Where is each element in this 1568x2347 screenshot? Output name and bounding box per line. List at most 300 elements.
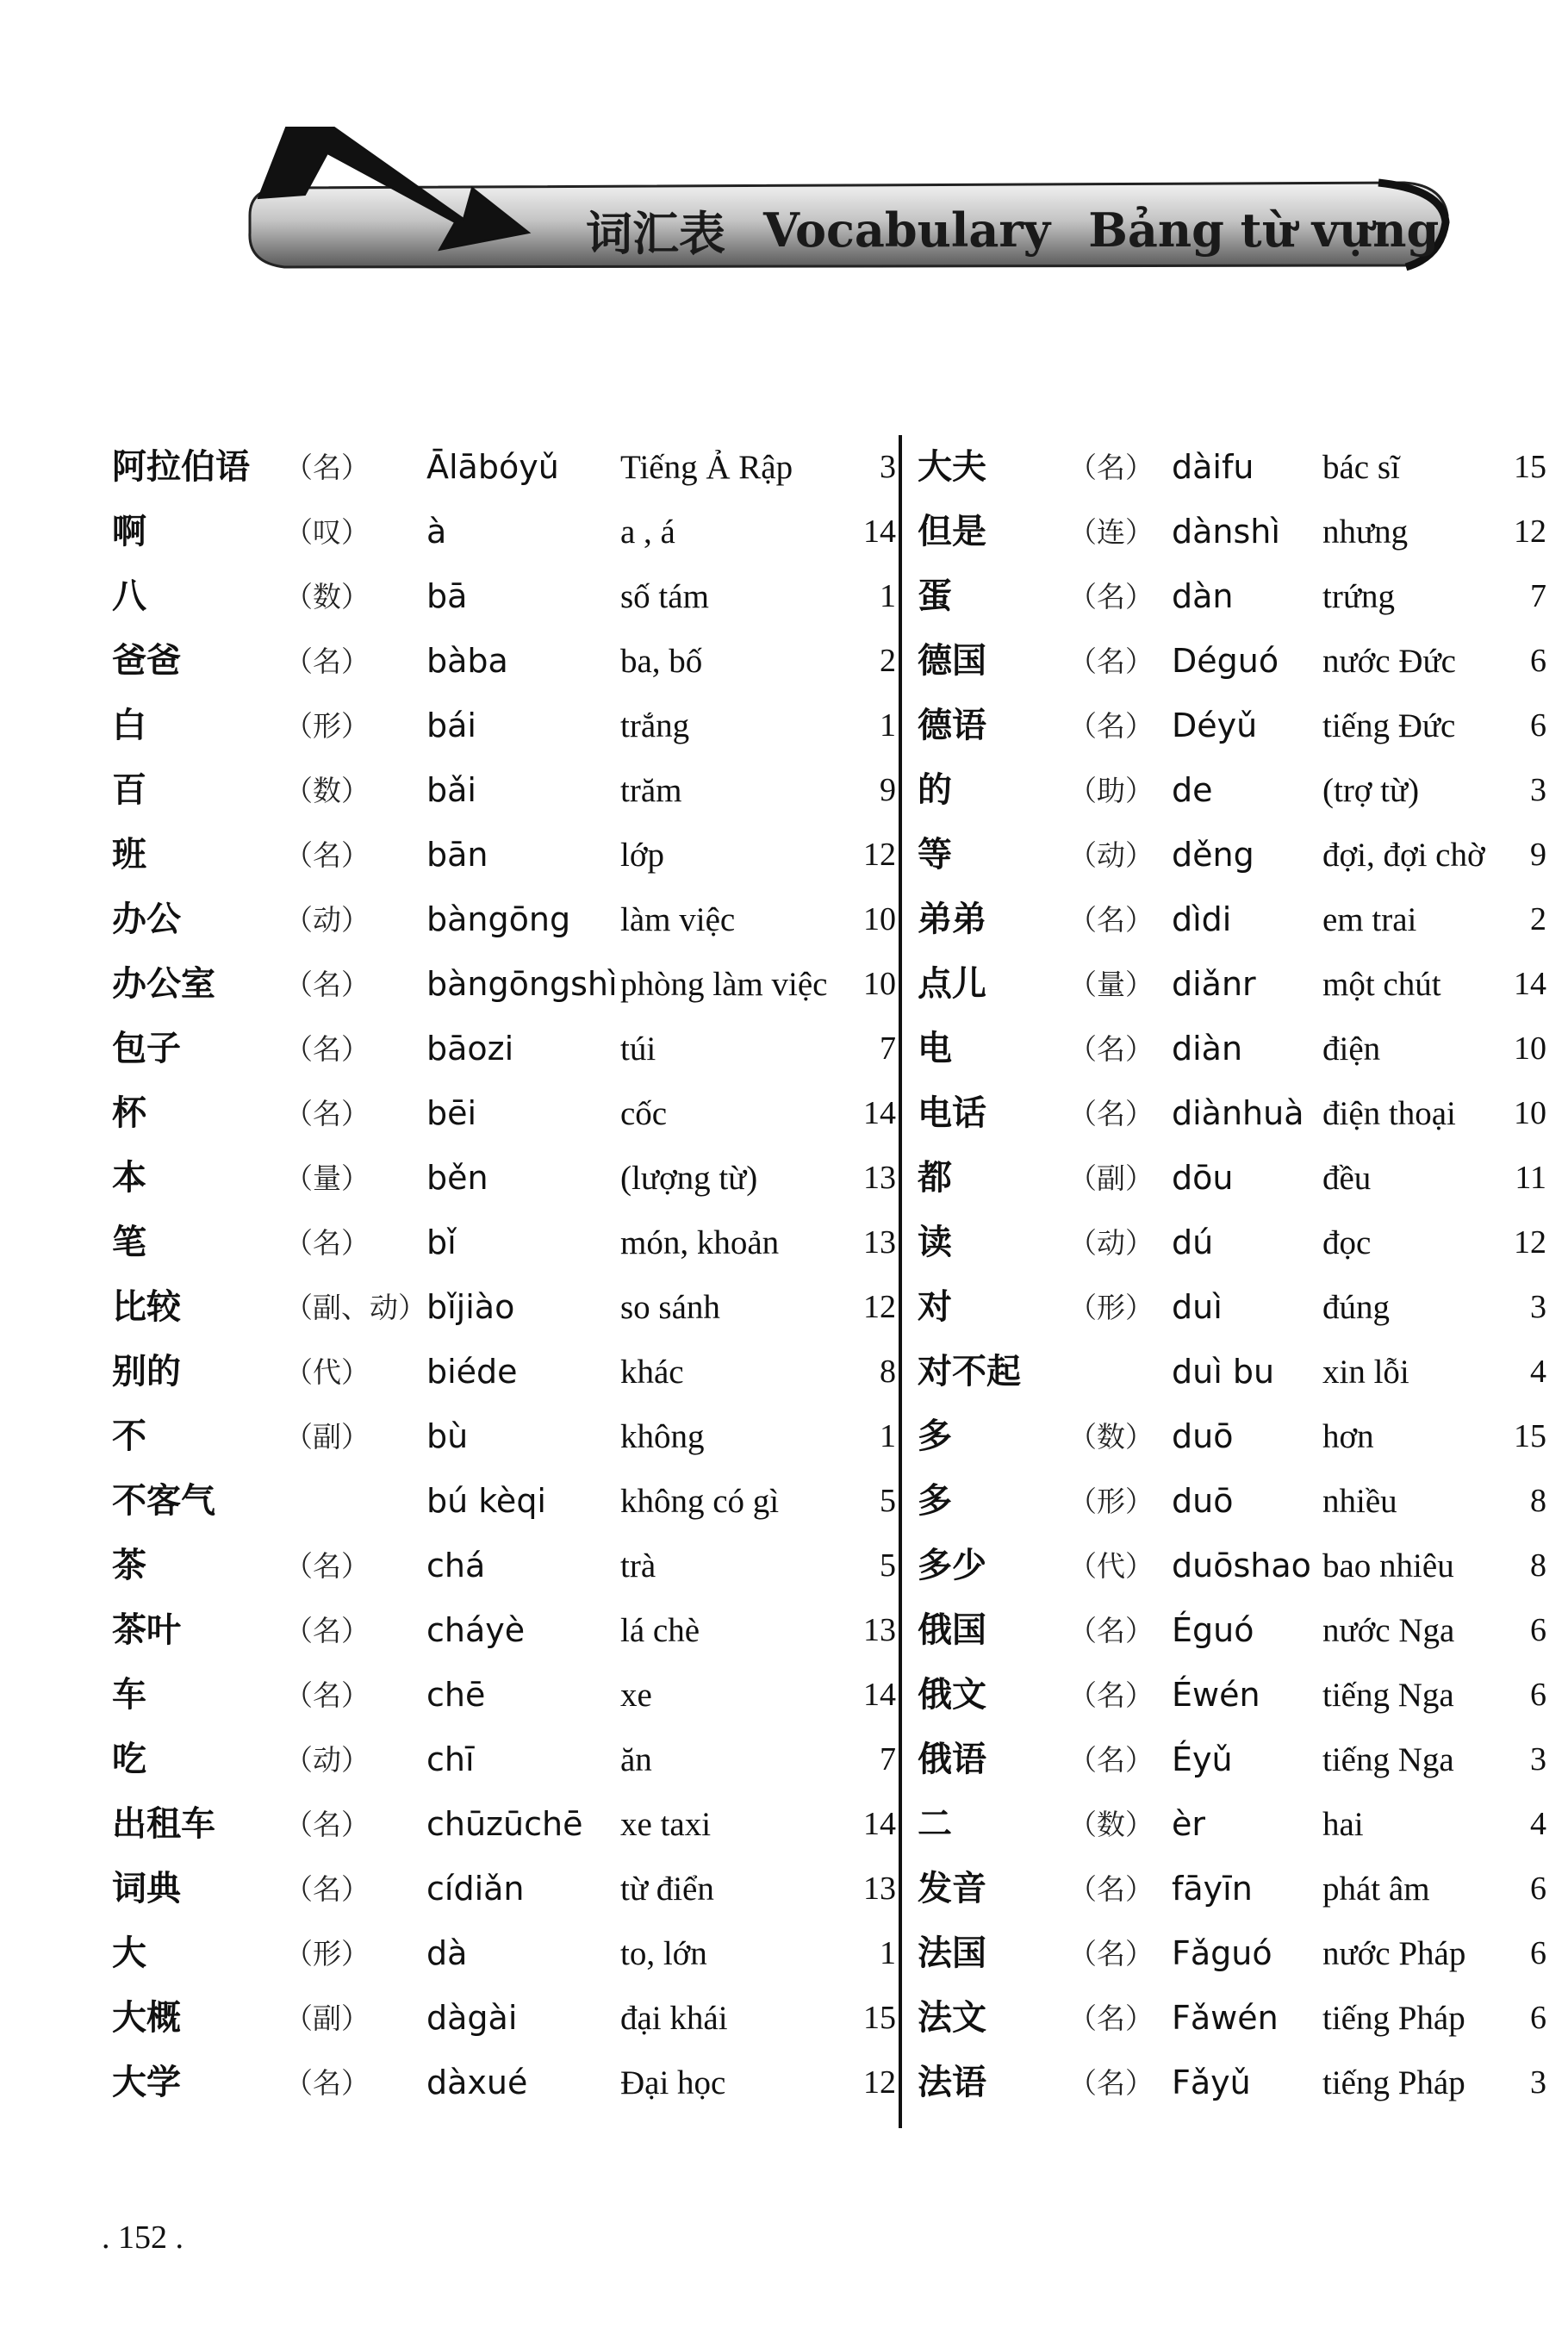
entry-meaning: một chút (1322, 966, 1441, 1003)
vocab-entry (112, 564, 896, 629)
entry-lesson: 5 (880, 1547, 896, 1584)
entry-pinyin: bǐjiào (426, 1288, 515, 1326)
vocab-entry (918, 1728, 1546, 1792)
vocab-entry (112, 758, 896, 823)
entry-pinyin: duō (1172, 1417, 1234, 1455)
entry-meaning: (trợ từ) (1322, 772, 1420, 809)
vocab-entry (918, 1211, 1546, 1275)
vocab-entry (112, 1146, 896, 1211)
entry-hanzi: 比较 (112, 1287, 181, 1327)
entry-lesson: 14 (863, 1677, 896, 1713)
entry-lesson: 7 (880, 1030, 896, 1067)
entry-meaning: nước Pháp (1322, 1935, 1466, 1972)
entry-hanzi: 吃 (112, 1740, 146, 1779)
entry-part-of-speech: （名） (1068, 1937, 1154, 1970)
entry-meaning: điện thoại (1322, 1095, 1456, 1132)
entry-hanzi: 杯 (112, 1093, 146, 1133)
entry-meaning: tiếng Pháp (1322, 2000, 1465, 2037)
vocab-entry (112, 1792, 896, 1857)
entry-meaning: (lượng từ) (620, 1160, 758, 1197)
entry-part-of-speech: （名） (1068, 1743, 1154, 1777)
entry-lesson: 3 (1530, 2064, 1546, 2101)
vocab-entry (918, 564, 1546, 629)
vocab-entry (112, 1404, 896, 1469)
entry-hanzi: 等 (918, 835, 952, 875)
entry-lesson: 12 (1514, 1224, 1546, 1261)
vocab-entry (918, 1081, 1546, 1146)
entry-lesson: 14 (863, 1806, 896, 1842)
entry-pinyin: bàba (426, 642, 508, 680)
entry-pinyin: fāyīn (1172, 1870, 1253, 1908)
vocab-entry (918, 823, 1546, 887)
entry-lesson: 6 (1530, 707, 1546, 744)
entry-hanzi: 白 (112, 706, 146, 745)
entry-pinyin: Éwén (1172, 1676, 1260, 1714)
entry-lesson: 6 (1530, 2000, 1546, 2036)
entry-hanzi: 爸爸 (112, 641, 181, 681)
vocab-entry (918, 1404, 1546, 1469)
entry-lesson: 14 (863, 514, 896, 550)
entry-pinyin: chūzūchē (426, 1805, 583, 1843)
entry-pinyin: duō (1172, 1482, 1234, 1520)
entry-meaning: tiếng Pháp (1322, 2064, 1465, 2101)
entry-meaning: đại khái (620, 2000, 728, 2037)
entry-meaning: điện (1322, 1030, 1381, 1068)
entry-meaning: món, khoản (620, 1224, 780, 1261)
vocab-entry (112, 952, 896, 1017)
vocab-entry (918, 952, 1546, 1017)
entry-hanzi: 蛋 (918, 576, 952, 616)
entry-lesson: 12 (863, 1289, 896, 1325)
entry-meaning: cốc (620, 1095, 668, 1132)
entry-part-of-speech: （连） (1068, 515, 1154, 549)
entry-hanzi: 本 (112, 1158, 146, 1198)
vocab-entry (112, 1598, 896, 1663)
entry-part-of-speech: （名） (284, 1614, 370, 1647)
vocab-entry (112, 1986, 896, 2051)
entry-pinyin: cháyè (426, 1611, 526, 1649)
entry-meaning: lớp (620, 837, 664, 874)
entry-hanzi: 法语 (918, 2063, 986, 2102)
vocab-entry (112, 1275, 896, 1340)
entry-lesson: 7 (1530, 578, 1546, 614)
entry-lesson: 3 (1530, 1741, 1546, 1777)
entry-pinyin: dú (1172, 1223, 1214, 1261)
entry-lesson: 13 (863, 1224, 896, 1261)
entry-pinyin: dàxué (426, 2064, 528, 2101)
entry-lesson: 14 (863, 1095, 896, 1131)
entry-part-of-speech: （名） (1068, 580, 1154, 613)
entry-hanzi: 二 (918, 1804, 952, 1844)
entry-lesson: 2 (880, 643, 896, 679)
entry-lesson: 9 (1530, 837, 1546, 873)
entry-hanzi: 班 (112, 835, 146, 875)
entry-pinyin: bāozi (426, 1030, 514, 1068)
entry-pinyin: Éguó (1172, 1611, 1254, 1649)
entry-hanzi: 德国 (918, 641, 986, 681)
entry-lesson: 12 (1514, 514, 1546, 550)
entry-part-of-speech: （名） (284, 838, 370, 872)
entry-pinyin: duì (1172, 1288, 1223, 1326)
entry-hanzi: 大学 (112, 2063, 181, 2102)
entry-part-of-speech: （副） (284, 1420, 370, 1454)
entry-part-of-speech: （名） (284, 451, 370, 484)
entry-lesson: 14 (1514, 966, 1546, 1002)
entry-pinyin: dàifu (1172, 448, 1254, 486)
entry-part-of-speech: （名） (1068, 644, 1154, 678)
entry-lesson: 6 (1530, 1871, 1546, 1907)
entry-part-of-speech: （副） (1068, 1161, 1154, 1195)
entry-pinyin: Fǎyǔ (1172, 2064, 1251, 2101)
page-number: . 152 . (102, 2219, 184, 2256)
vocab-entry (918, 435, 1546, 500)
entry-pinyin: Déyǔ (1172, 707, 1258, 744)
entry-meaning: đọc (1322, 1224, 1372, 1261)
entry-hanzi: 多少 (918, 1546, 986, 1585)
entry-pinyin: dàn (1172, 577, 1234, 615)
entry-meaning: trắng (620, 707, 690, 744)
entry-hanzi: 百 (112, 770, 146, 810)
vocab-entry (918, 1340, 1546, 1404)
entry-meaning: tiếng Nga (1322, 1677, 1454, 1714)
entry-meaning: hơn (1322, 1418, 1374, 1455)
entry-part-of-speech: （名） (284, 1549, 370, 1583)
entry-pinyin: bái (426, 707, 476, 744)
vocab-entry (918, 1857, 1546, 1921)
entry-pinyin: diànhuà (1172, 1094, 1304, 1132)
entry-hanzi: 但是 (918, 512, 986, 551)
vocab-entry (112, 500, 896, 564)
entry-pinyin: bàngōng (426, 900, 571, 938)
entry-meaning: đợi, đợi chờ (1322, 837, 1485, 874)
entry-pinyin: chē (426, 1676, 486, 1714)
entry-part-of-speech: （名） (1068, 1614, 1154, 1647)
entry-meaning: đều (1322, 1160, 1372, 1197)
entry-hanzi: 俄语 (918, 1740, 986, 1779)
entry-meaning: không có gì (620, 1483, 780, 1520)
vocab-entry (112, 694, 896, 758)
entry-part-of-speech: （数） (1068, 1420, 1154, 1454)
vocab-entry (918, 758, 1546, 823)
entry-pinyin: duì bu (1172, 1353, 1275, 1391)
entry-lesson: 15 (863, 2000, 896, 2036)
entry-meaning: nhưng (1322, 514, 1409, 551)
vocab-entry (918, 1986, 1546, 2051)
entry-pinyin: diǎnr (1172, 965, 1256, 1003)
vocab-entry (918, 887, 1546, 952)
entry-pinyin: diàn (1172, 1030, 1243, 1068)
vocab-entry (112, 1857, 896, 1921)
entry-hanzi: 办公室 (112, 964, 215, 1004)
entry-hanzi: 电话 (918, 1093, 986, 1133)
entry-lesson: 6 (1530, 1935, 1546, 1971)
vocab-entry (918, 2051, 1546, 2115)
entry-pinyin: dàgài (426, 1999, 518, 2037)
entry-hanzi: 俄国 (918, 1610, 986, 1650)
entry-hanzi: 点儿 (918, 964, 986, 1004)
entry-meaning: trăm (620, 772, 682, 809)
entry-lesson: 10 (1514, 1030, 1546, 1067)
entry-hanzi: 办公 (112, 900, 181, 939)
entry-part-of-speech: （形） (1068, 1485, 1154, 1518)
entry-meaning: túi (620, 1030, 656, 1068)
entry-pinyin: dìdi (1172, 900, 1232, 938)
vocab-entry (112, 1534, 896, 1598)
entry-lesson: 5 (880, 1483, 896, 1519)
entry-lesson: 15 (1514, 449, 1546, 485)
entry-part-of-speech: （数） (284, 580, 370, 613)
entry-hanzi: 不 (112, 1416, 146, 1456)
entry-part-of-speech: （数） (284, 774, 370, 807)
entry-meaning: xe (620, 1677, 652, 1714)
entry-part-of-speech: （名） (1068, 1678, 1154, 1712)
entry-part-of-speech: （名） (284, 1032, 370, 1066)
entry-pinyin: à (426, 513, 447, 551)
entry-meaning: xin lỗi (1322, 1354, 1409, 1391)
entry-part-of-speech: （形） (1068, 1291, 1154, 1324)
entry-lesson: 2 (1530, 901, 1546, 937)
entry-pinyin: de (1172, 771, 1213, 809)
vocabulary-list-right (918, 435, 1546, 2115)
entry-lesson: 4 (1530, 1354, 1546, 1390)
entry-meaning: phát âm (1322, 1871, 1430, 1908)
entry-pinyin: bēi (426, 1094, 477, 1132)
entry-pinyin: bú kèqi (426, 1482, 546, 1520)
entry-meaning: bao nhiêu (1322, 1547, 1454, 1584)
vocab-entry (112, 435, 896, 500)
entry-lesson: 15 (1514, 1418, 1546, 1454)
entry-hanzi: 阿拉伯语 (112, 447, 250, 487)
entry-meaning: trứng (1322, 578, 1395, 615)
entry-part-of-speech: （名） (284, 644, 370, 678)
entry-hanzi: 电 (918, 1029, 952, 1068)
vocab-entry (918, 1146, 1546, 1211)
entry-meaning: nhiều (1322, 1483, 1397, 1520)
entry-lesson: 6 (1530, 1677, 1546, 1713)
entry-meaning: Đại học (620, 2064, 726, 2101)
entry-meaning: to, lớn (620, 1935, 707, 1972)
entry-part-of-speech: （名） (284, 1226, 370, 1260)
entry-meaning: tiếng Đức (1322, 707, 1456, 744)
entry-hanzi: 发音 (918, 1869, 986, 1908)
entry-lesson: 1 (880, 1935, 896, 1971)
entry-lesson: 4 (1530, 1806, 1546, 1842)
entry-meaning: phòng làm việc (620, 966, 828, 1003)
entry-hanzi: 出租车 (112, 1804, 215, 1844)
entry-part-of-speech: （量） (284, 1161, 370, 1195)
entry-lesson: 1 (880, 707, 896, 744)
entry-hanzi: 大夫 (918, 447, 986, 487)
entry-hanzi: 笔 (112, 1223, 146, 1262)
entry-lesson: 13 (863, 1612, 896, 1648)
entry-pinyin: chá (426, 1547, 486, 1584)
entry-part-of-speech: （叹） (284, 515, 370, 549)
entry-part-of-speech: （形） (284, 709, 370, 743)
entry-hanzi: 都 (918, 1158, 952, 1198)
entry-hanzi: 对 (918, 1287, 952, 1327)
title-vietnamese: Bảng từ vựng (1088, 202, 1440, 258)
entry-pinyin: dànshì (1172, 513, 1280, 551)
entry-part-of-speech: （代） (284, 1355, 370, 1389)
vocab-entry (112, 823, 896, 887)
entry-part-of-speech: （名） (1068, 451, 1154, 484)
entry-lesson: 12 (863, 837, 896, 873)
entry-hanzi: 词典 (112, 1869, 181, 1908)
entry-hanzi: 德语 (918, 706, 986, 745)
entry-lesson: 8 (1530, 1547, 1546, 1584)
entry-part-of-speech: （名） (284, 968, 370, 1001)
vocab-entry (112, 887, 896, 952)
vocab-entry (918, 500, 1546, 564)
vocab-entry (112, 629, 896, 694)
entry-lesson: 10 (1514, 1095, 1546, 1131)
entry-part-of-speech: （名） (1068, 709, 1154, 743)
entry-part-of-speech: （量） (1068, 968, 1154, 1001)
entry-pinyin: děng (1172, 836, 1254, 874)
entry-meaning: làm việc (620, 901, 736, 938)
vocab-entry (918, 1275, 1546, 1340)
entry-meaning: em trai (1322, 901, 1417, 938)
entry-part-of-speech: （名） (284, 1872, 370, 1906)
entry-part-of-speech: （名） (284, 1678, 370, 1712)
entry-pinyin: Fǎwén (1172, 1999, 1279, 2037)
entry-part-of-speech: （名） (284, 2066, 370, 2100)
entry-part-of-speech: （动） (284, 1743, 370, 1777)
entry-hanzi: 法国 (918, 1933, 986, 1973)
vocab-entry (112, 1469, 896, 1534)
entry-part-of-speech: （形） (284, 1937, 370, 1970)
entry-pinyin: bǐ (426, 1223, 457, 1261)
entry-meaning: đúng (1322, 1289, 1390, 1326)
entry-lesson: 8 (1530, 1483, 1546, 1519)
entry-meaning: từ điển (620, 1871, 714, 1908)
entry-meaning: không (620, 1418, 705, 1455)
vocab-entry (918, 1921, 1546, 1986)
entry-pinyin: běn (426, 1159, 488, 1197)
entry-lesson: 10 (863, 901, 896, 937)
vocab-entry (112, 1921, 896, 1986)
entry-part-of-speech: （名） (1068, 1097, 1154, 1130)
column-divider (899, 435, 902, 2128)
entry-meaning: tiếng Nga (1322, 1741, 1454, 1778)
entry-part-of-speech: （名） (1068, 2066, 1154, 2100)
vocab-entry (918, 1598, 1546, 1663)
entry-lesson: 10 (863, 966, 896, 1002)
vocab-entry (918, 1663, 1546, 1728)
entry-hanzi: 包子 (112, 1029, 181, 1068)
entry-pinyin: dà (426, 1934, 468, 1972)
entry-part-of-speech: （名） (1068, 903, 1154, 937)
vocab-entry (918, 1792, 1546, 1857)
entry-hanzi: 弟弟 (918, 900, 986, 939)
entry-lesson: 7 (880, 1741, 896, 1777)
entry-pinyin: Déguó (1172, 642, 1279, 680)
vocab-entry (918, 1469, 1546, 1534)
entry-hanzi: 的 (918, 770, 952, 810)
vocab-entry (918, 629, 1546, 694)
entry-pinyin: bān (426, 836, 488, 874)
entry-pinyin: Fǎguó (1172, 1934, 1272, 1972)
entry-meaning: hai (1322, 1806, 1364, 1843)
title-english: Vocabulary (763, 202, 1051, 258)
entry-part-of-speech: （名） (1068, 1872, 1154, 1906)
entry-meaning: số tám (620, 578, 709, 615)
entry-meaning: trà (620, 1547, 656, 1584)
entry-meaning: ba, bố (620, 643, 703, 680)
entry-part-of-speech: （名） (284, 1097, 370, 1130)
entry-hanzi: 多 (918, 1481, 952, 1521)
entry-lesson: 3 (1530, 1289, 1546, 1325)
entry-meaning: lá chè (620, 1612, 700, 1649)
entry-part-of-speech: （动） (1068, 838, 1154, 872)
entry-pinyin: bā (426, 577, 468, 615)
entry-hanzi: 俄文 (918, 1675, 986, 1715)
entry-meaning: nước Nga (1322, 1612, 1455, 1649)
entry-lesson: 3 (880, 449, 896, 485)
entry-pinyin: Éyǔ (1172, 1740, 1233, 1778)
entry-pinyin: duōshao (1172, 1547, 1311, 1584)
entry-part-of-speech: （名） (1068, 2001, 1154, 2035)
entry-part-of-speech: （数） (1068, 1808, 1154, 1841)
entry-pinyin: cídiǎn (426, 1870, 525, 1908)
entry-hanzi: 不客气 (112, 1481, 215, 1521)
entry-hanzi: 茶 (112, 1546, 146, 1585)
entry-part-of-speech: （代） (1068, 1549, 1154, 1583)
vocab-entry (112, 1081, 896, 1146)
title-chinese: 词汇表 (586, 205, 725, 261)
entry-part-of-speech: （动） (284, 903, 370, 937)
entry-meaning: Tiếng Ả Rập (620, 449, 793, 486)
entry-pinyin: bàngōngshì (426, 965, 618, 1003)
entry-meaning: a , á (620, 514, 675, 551)
banner-title (586, 191, 1439, 269)
entry-lesson: 9 (880, 772, 896, 808)
entry-hanzi: 茶叶 (112, 1610, 181, 1650)
entry-meaning: xe taxi (620, 1806, 712, 1843)
entry-lesson: 3 (1530, 772, 1546, 808)
vocab-entry (918, 1017, 1546, 1081)
vocab-entry (112, 2051, 896, 2115)
entry-pinyin: bù (426, 1417, 469, 1455)
entry-pinyin: dōu (1172, 1159, 1234, 1197)
vocab-entry (112, 1340, 896, 1404)
entry-part-of-speech: （助） (1068, 774, 1154, 807)
vocab-entry (918, 1534, 1546, 1598)
entry-pinyin: biéde (426, 1353, 518, 1391)
entry-part-of-speech: （副、动） (284, 1291, 426, 1324)
entry-hanzi: 法文 (918, 1998, 986, 2038)
entry-hanzi: 多 (918, 1416, 952, 1456)
entry-hanzi: 别的 (112, 1352, 181, 1391)
entry-lesson: 6 (1530, 643, 1546, 679)
entry-meaning: khác (620, 1354, 684, 1391)
entry-lesson: 13 (863, 1160, 896, 1196)
entry-hanzi: 八 (112, 576, 146, 616)
vocabulary-list-left (112, 435, 896, 2115)
vocab-entry (112, 1728, 896, 1792)
entry-part-of-speech: （名） (284, 1808, 370, 1841)
entry-hanzi: 车 (112, 1675, 146, 1715)
entry-meaning: so sánh (620, 1289, 720, 1326)
entry-lesson: 12 (863, 2064, 896, 2101)
vocab-entry (112, 1211, 896, 1275)
entry-hanzi: 大概 (112, 1998, 181, 2038)
vocab-entry (918, 694, 1546, 758)
entry-lesson: 1 (880, 578, 896, 614)
entry-lesson: 8 (880, 1354, 896, 1390)
entry-part-of-speech: （副） (284, 2001, 370, 2035)
entry-meaning: bác sĩ (1322, 449, 1400, 486)
